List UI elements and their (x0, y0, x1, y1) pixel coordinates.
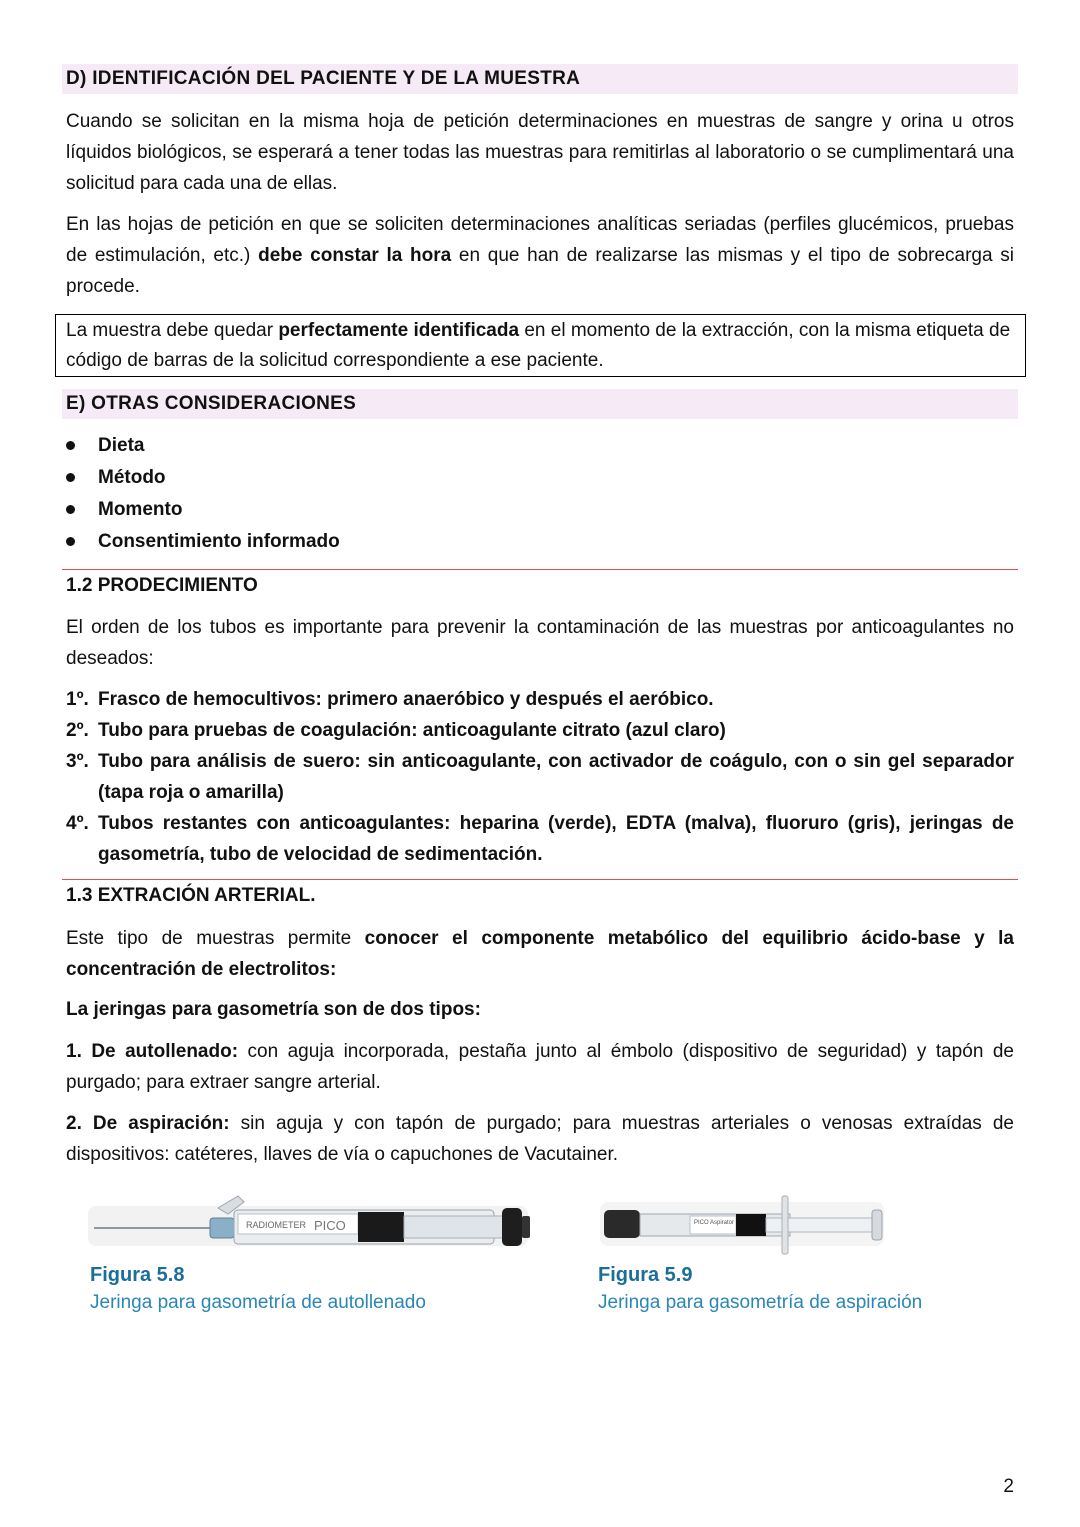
syringe-brand-text: PICO Aspirator (694, 1220, 735, 1226)
aspiration-syringe-image (600, 1192, 890, 1258)
syringe-brand-text: PICO (314, 1218, 346, 1233)
figure-5-8-label: Figura 5.8 (90, 1264, 185, 1286)
figure-5-9-caption: Jeringa para gasometría de aspiración (598, 1292, 923, 1313)
self-filling-syringe-image (88, 1188, 538, 1262)
list-item-label: Dieta (98, 435, 145, 456)
list-item (62, 430, 340, 462)
step-number: 1º. (66, 689, 89, 710)
bullet-icon (66, 537, 75, 546)
bullet-icon (66, 441, 75, 450)
section-e-heading: E) OTRAS CONSIDERACIONES (62, 389, 1018, 419)
list-item (62, 526, 340, 558)
bullet-icon (66, 505, 75, 514)
box-text: en el momento de la extracción, con la misma etiqueta de código de barras de la solicitud correspondiente a ese paciente. (66, 320, 1011, 371)
list-item (62, 462, 340, 494)
syringe-types-heading: La jeringas para gasometría son de dos tipos: (66, 999, 481, 1020)
tube-order-step (66, 746, 1014, 808)
figure-5-8-caption: Jeringa para gasometría de autollenado (90, 1292, 426, 1313)
identification-note-box (55, 314, 1026, 377)
section-d-paragraph-1: Cuando se solicitan en la misma hoja de petición determinaciones en muestras de sangre y orina u otros líquidos biológicos, se esperará a tener todas las muestras para remitirlas al laboratorio o se cumplimentará una solicitud para cada una de ellas. (66, 111, 1014, 194)
list-item-label: Consentimiento informado (98, 531, 340, 552)
section-d-paragraph-2 (66, 209, 1014, 302)
type-text: con aguja incorporada, pestaña junto al émbolo (dispositivo de seguridad) y tapón de purgado; para extraer sangre arterial. (66, 1041, 1014, 1093)
section-divider (62, 569, 1018, 570)
tube-order-list (66, 684, 1014, 870)
page-number: 2 (1003, 1476, 1014, 1497)
svg-text:RADIOMETER: RADIOMETER (246, 1220, 307, 1230)
type-label: 1. De autollenado: (66, 1041, 239, 1062)
syringe-type-2 (66, 1108, 1014, 1170)
section-1-2-intro: El orden de los tubos es importante para prevenir la contaminación de las muestras por anticoagulantes no deseados: (66, 617, 1014, 669)
step-text: Tubo para pruebas de coagulación: anticoagulante citrato (azul claro) (98, 720, 726, 741)
figure-5-9-label: Figura 5.9 (598, 1264, 693, 1286)
list-item-label: Método (98, 467, 166, 488)
para-text: Este tipo de muestras permite (66, 928, 365, 949)
tube-order-step (66, 684, 1014, 715)
box-text: La muestra debe quedar (66, 320, 279, 341)
step-number: 4º. (66, 813, 89, 834)
step-number: 2º. (66, 720, 89, 741)
para-bold-text: debe constar la hora (258, 245, 452, 266)
para-bold-text: conocer el componente metabólico del equilibrio ácido-base y la concentración de electrolitos: (66, 928, 1014, 980)
tube-order-step (66, 808, 1014, 870)
list-item (62, 494, 340, 526)
para-text: En las hojas de petición en que se soliciten determinaciones analíticas seriadas (perfiles glucémicos, pruebas de estimulación, etc.) (66, 214, 1014, 266)
step-text: Tubos restantes con anticoagulantes: heparina (verde), EDTA (malva), fluoruro (gris), jeringas de gasometría, tubo de velocidad de sedimentación. (98, 813, 1014, 865)
syringe-type-1 (66, 1036, 1014, 1098)
step-number: 3º. (66, 751, 89, 772)
para-text: en que han de realizarse las mismas y el tipo de sobrecarga si procede. (66, 245, 1014, 297)
type-text: sin aguja y con tapón de purgado; para muestras arteriales o venosas extraídas de dispositivos: catéteres, llaves de vía o capuchones de Vacutainer. (66, 1113, 1014, 1165)
type-label: 2. De aspiración: (66, 1113, 230, 1134)
section-d-heading: D) IDENTIFICACIÓN DEL PACIENTE Y DE LA MUESTRA (62, 64, 1018, 94)
section-1-2-heading: 1.2 PRODECIMIENTO (66, 575, 258, 596)
tube-order-step (66, 715, 1014, 746)
bullet-icon (66, 473, 75, 482)
step-text: Frasco de hemocultivos: primero anaeróbico y después el aeróbico. (98, 689, 714, 710)
considerations-list (62, 430, 340, 558)
section-1-3-heading: 1.3 EXTRACIÓN ARTERIAL. (66, 885, 316, 906)
section-divider (62, 879, 1018, 880)
list-item-label: Momento (98, 499, 183, 520)
step-text: Tubo para análisis de suero: sin anticoagulante, con activador de coágulo, con o sin gel separador (tapa roja o amarilla) (98, 751, 1014, 803)
box-bold-text: perfectamente identificada (278, 320, 520, 341)
section-1-3-paragraph (66, 923, 1014, 985)
